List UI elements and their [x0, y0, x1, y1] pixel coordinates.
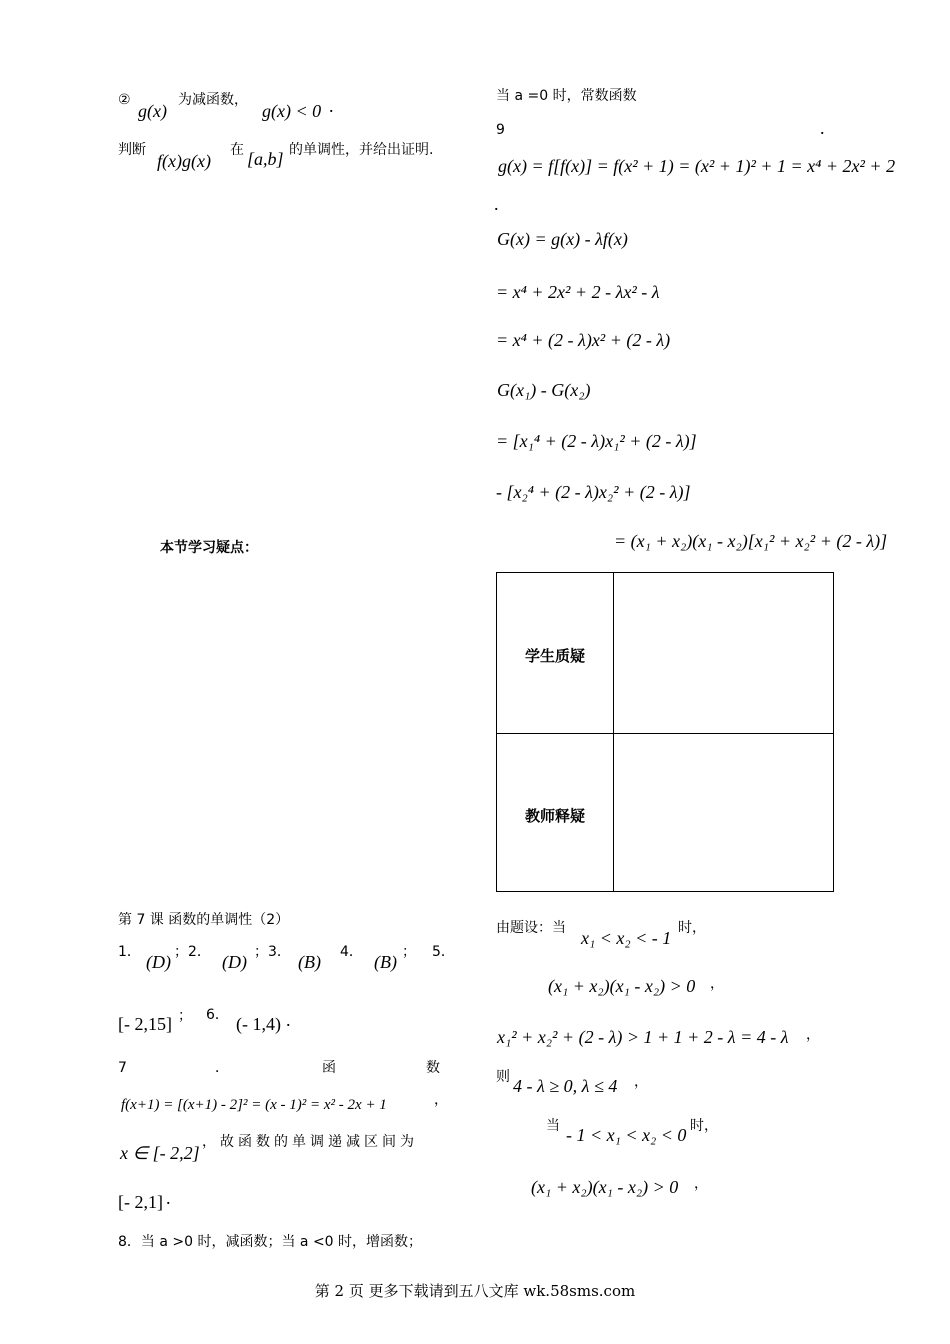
G-difference: G(x₁) - G(x₂)	[497, 380, 591, 400]
judge-in: 在	[230, 142, 244, 158]
G-step-2: = x⁴ + (2 - λ)x² + (2 - λ)	[496, 330, 671, 350]
judge-interval: [a,b]	[247, 149, 284, 169]
answer-5-value: [- 2,15]	[118, 1014, 172, 1034]
item2-prefix: ②	[118, 92, 131, 108]
answer-3-value: (B)	[298, 952, 321, 972]
G-definition: G(x) = g(x) - λf(x)	[497, 229, 628, 249]
then-label: 则	[496, 1069, 510, 1085]
answer-5-label: 5．	[432, 944, 455, 960]
q7-num: 7	[118, 1060, 127, 1076]
product-2-comma: ，	[694, 1176, 708, 1192]
q7-word-2: 数	[426, 1060, 440, 1076]
condition-1-suffix: 时，	[678, 920, 706, 936]
G-difference-2: - [x₂⁴ + (2 - λ)x₂² + (2 - λ)]	[496, 482, 691, 502]
q7-end: .	[166, 1188, 171, 1208]
answer-4-sep: ；	[402, 944, 416, 960]
item2-condition: g(x) < 0	[262, 101, 322, 121]
then-inequality: 4 - λ ≥ 0, λ ≤ 4	[513, 1076, 618, 1096]
item2-dot: .	[329, 96, 334, 116]
sum-line: x₁² + x₂² + (2 - λ) > 1 + 1 + 2 - λ = 4 - λ	[497, 1027, 789, 1047]
q7-dot: ．	[215, 1060, 229, 1076]
doubt-heading: 本节学习疑点：	[160, 540, 258, 556]
table-label-teacher: 教师释疑	[524, 807, 585, 825]
q7-conclusion: ，故函数的单调递减区间为	[202, 1134, 418, 1150]
page-footer: 第 2 页 更多下载请到五八文库 wk.58sms.com	[314, 1282, 636, 1300]
G-difference-1: = [x₁⁴ + (2 - λ)x₁² + (2 - λ)]	[496, 431, 697, 451]
q7-domain: x ∈ [- 2,2]	[120, 1143, 200, 1163]
condition-2-suffix: 时，	[690, 1118, 718, 1134]
q7-interval: [- 2,1]	[118, 1192, 163, 1212]
answer-6-dot: .	[286, 1010, 291, 1030]
answer-1-label: 1．	[118, 944, 141, 960]
item2-text: 为减函数，	[178, 92, 248, 108]
doubt-table	[496, 572, 834, 892]
item2-func: g(x)	[138, 101, 167, 121]
lesson-title: 第 7 课 函数的单调性（2）	[118, 912, 290, 928]
table-divider-horizontal	[497, 733, 833, 734]
answer-5-sep: ；	[178, 1008, 192, 1024]
condition-2-inequality: - 1 < x₁ < x₂ < 0	[566, 1125, 687, 1145]
q7-formula: f(x+1) = [(x+1) - 2]² = (x - 1)² = x² - 2x + 1	[121, 1097, 387, 1113]
product-2: (x₁ + x₂)(x₁ - x₂) > 0	[531, 1177, 679, 1197]
answer-6-label: 6．	[206, 1007, 229, 1023]
q7-comma: ，	[434, 1092, 448, 1108]
product-1-comma: ，	[710, 976, 724, 992]
sum-comma: ，	[806, 1027, 820, 1043]
table-label-student: 学生质疑	[524, 647, 585, 665]
answer-3-label: ；3．	[254, 944, 291, 960]
answer-6-value: (- 1,4)	[236, 1014, 281, 1034]
answer-2-label: ；2．	[174, 944, 211, 960]
answer-1-value: (D)	[146, 952, 171, 972]
product-1: (x₁ + x₂)(x₁ - x₂) > 0	[548, 976, 696, 996]
a0-text: 当 a =0 时，常数函数	[496, 88, 637, 104]
q9-label: 9	[496, 122, 505, 138]
condition-2-prefix: 当	[546, 1118, 560, 1134]
G-difference-3: = (x₁ + x₂)(x₁ - x₂)[x₁² + x₂² + (2 - λ)]	[614, 531, 888, 551]
then-comma: ，	[634, 1074, 648, 1090]
G-step-1: = x⁴ + 2x² + 2 - λx² - λ	[496, 282, 660, 302]
judge-suffix: 的单调性，并给出证明.	[289, 142, 434, 158]
judge-prefix: 判断	[118, 142, 146, 158]
table-divider-vertical	[613, 573, 614, 891]
q9-dot: .	[820, 118, 825, 138]
condition-1-inequality: x₁ < x₂ < - 1	[581, 928, 672, 948]
g-definition: g(x) = f[f(x)] = f(x² + 1) = (x² + 1)² + 1 = x⁴ + 2x² + 2	[498, 156, 896, 176]
q7-word-1: 函	[322, 1060, 336, 1076]
q8-text: 8．当 a >0 时，减函数；当 a <0 时，增函数；	[118, 1234, 423, 1250]
answer-2-value: (D)	[222, 952, 247, 972]
answer-4-value: (B)	[374, 952, 397, 972]
judge-func: f(x)g(x)	[157, 151, 211, 171]
dot-line: .	[494, 194, 499, 214]
condition-1-prefix: 由题设：当	[496, 920, 566, 936]
answer-4-label: 4．	[340, 944, 363, 960]
